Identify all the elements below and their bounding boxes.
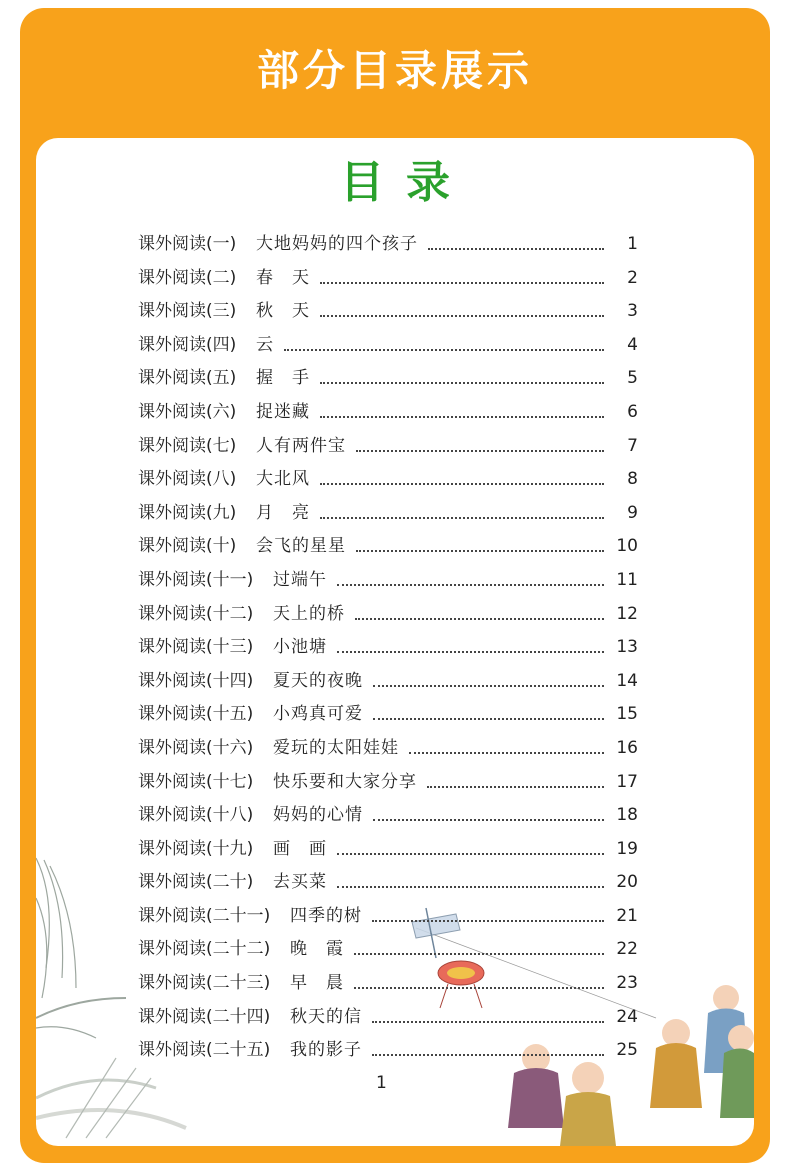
toc-entry-title: 爱玩的太阳娃娃	[273, 737, 399, 758]
toc-entry-title: 握 手	[256, 368, 310, 389]
toc-entry-prefix: 课外阅读(十九)	[138, 838, 254, 859]
toc-entry-page: 16	[616, 737, 638, 758]
dot-leader	[354, 953, 604, 955]
toc-entry-title: 快乐要和大家分享	[273, 771, 417, 792]
toc-panel	[36, 138, 754, 1146]
toc-entry[interactable]	[138, 329, 638, 363]
toc-entry-page: 15	[616, 704, 638, 725]
toc-entry[interactable]	[138, 665, 638, 699]
dot-leader	[320, 483, 604, 485]
dot-leader	[337, 651, 604, 653]
toc-entry[interactable]	[138, 295, 638, 329]
page-frame	[20, 8, 770, 1163]
dot-leader	[427, 786, 604, 788]
toc-entry-prefix: 课外阅读(十四)	[138, 670, 254, 691]
toc-entry-prefix: 课外阅读(二十)	[138, 872, 254, 893]
dot-leader	[320, 517, 604, 519]
toc-entry-page: 8	[627, 469, 638, 490]
toc-entry-page: 10	[616, 536, 638, 557]
dot-leader	[355, 618, 604, 620]
dot-leader	[373, 685, 604, 687]
toc-entry-title: 过端午	[273, 569, 327, 590]
toc-entry-page: 7	[627, 435, 638, 456]
toc-entry-page: 21	[616, 905, 638, 926]
toc-entry-title: 捉迷藏	[256, 401, 310, 422]
toc-entry-page: 3	[627, 301, 638, 322]
toc-entry-prefix: 课外阅读(二)	[138, 267, 237, 288]
toc-entry-title: 画 画	[273, 838, 327, 859]
toc-entry[interactable]	[138, 933, 638, 967]
toc-entry-page: 14	[616, 670, 638, 691]
dot-leader	[320, 315, 604, 317]
dot-leader	[373, 819, 604, 821]
toc-entry-page: 9	[627, 502, 638, 523]
toc-entry-page: 11	[616, 569, 638, 590]
toc-entry-page: 24	[616, 1006, 638, 1027]
toc-entry-prefix: 课外阅读(十八)	[138, 805, 254, 826]
dot-leader	[409, 752, 604, 754]
toc-entry-title: 春 天	[256, 267, 310, 288]
dot-leader	[320, 416, 604, 418]
toc-entry[interactable]	[138, 833, 638, 867]
toc-entry-title: 去买菜	[273, 872, 327, 893]
toc-entry-prefix: 课外阅读(六)	[138, 401, 237, 422]
page-number: 1	[376, 1073, 387, 1093]
toc-entry-prefix: 课外阅读(五)	[138, 368, 237, 389]
dot-leader	[284, 349, 604, 351]
toc-entry-title: 云	[256, 334, 274, 355]
toc-entry-prefix: 课外阅读(十二)	[138, 603, 254, 624]
toc-entry-title: 四季的树	[290, 905, 362, 926]
dot-leader	[354, 987, 604, 989]
toc-entry[interactable]	[138, 362, 638, 396]
dot-leader	[337, 886, 604, 888]
dot-leader	[320, 282, 604, 284]
toc-entry-prefix: 课外阅读(十一)	[138, 569, 254, 590]
toc-entry[interactable]	[138, 631, 638, 665]
toc-entry-title: 小鸡真可爱	[273, 704, 363, 725]
toc-entry-prefix: 课外阅读(七)	[138, 435, 237, 456]
toc-entry-title: 夏天的夜晚	[273, 670, 363, 691]
dot-leader	[372, 920, 604, 922]
toc-entry[interactable]	[138, 766, 638, 800]
toc-entry-prefix: 课外阅读(四)	[138, 334, 237, 355]
toc-entry-prefix: 课外阅读(十五)	[138, 704, 254, 725]
toc-entry-prefix: 课外阅读(二十二)	[138, 939, 271, 960]
toc-entry-page: 20	[616, 872, 638, 893]
toc-entry-page: 19	[616, 838, 638, 859]
toc-entry[interactable]	[138, 698, 638, 732]
dot-leader	[337, 853, 604, 855]
toc-entry-prefix: 课外阅读(十六)	[138, 737, 254, 758]
toc-entry-title: 小池塘	[273, 637, 327, 658]
toc-entry-title: 妈妈的心情	[273, 805, 363, 826]
toc-entry[interactable]	[138, 900, 638, 934]
toc-entry-prefix: 课外阅读(十三)	[138, 637, 254, 658]
dot-leader	[373, 718, 604, 720]
banner-title: 部分目录展示	[256, 46, 533, 95]
toc-entry[interactable]	[138, 1034, 638, 1068]
toc-entry-title: 晚 霞	[290, 939, 344, 960]
toc-entry-title: 秋天的信	[290, 1006, 362, 1027]
toc-entry-title: 会飞的星星	[256, 536, 346, 557]
dot-leader	[372, 1021, 604, 1023]
toc-entry-prefix: 课外阅读(十)	[138, 536, 237, 557]
toc-entry[interactable]	[138, 799, 638, 833]
toc-entry-title: 我的影子	[290, 1040, 362, 1061]
toc-entry-page: 5	[627, 368, 638, 389]
toc-entry-prefix: 课外阅读(二十四)	[138, 1006, 271, 1027]
toc-entry-page: 2	[627, 267, 638, 288]
toc-entry-prefix: 课外阅读(二十三)	[138, 973, 271, 994]
toc-entry-prefix: 课外阅读(一)	[138, 234, 237, 254]
toc-entry-page: 23	[616, 973, 638, 994]
toc-entry[interactable]	[138, 530, 638, 564]
toc-entry-page: 17	[616, 771, 638, 792]
toc-entry[interactable]	[138, 396, 638, 430]
toc-entry-page: 12	[616, 603, 638, 624]
toc-entry-title: 天上的桥	[273, 603, 345, 624]
dot-leader	[356, 550, 604, 552]
toc-entry-prefix: 课外阅读(十七)	[138, 771, 254, 792]
dot-leader	[356, 450, 604, 452]
toc-entry-prefix: 课外阅读(三)	[138, 301, 237, 322]
toc-entry-title: 秋 天	[256, 301, 310, 322]
toc-entry[interactable]	[138, 866, 638, 900]
toc-entry-page: 18	[616, 805, 638, 826]
toc-entry-title: 大地妈妈的四个孩子	[256, 234, 418, 254]
toc-list	[138, 228, 638, 1068]
toc-entry[interactable]	[138, 1001, 638, 1035]
toc-entry-prefix: 课外阅读(九)	[138, 502, 237, 523]
toc-entry[interactable]	[138, 430, 638, 464]
toc-entry[interactable]	[138, 497, 638, 531]
dot-leader	[428, 248, 604, 250]
toc-entry-prefix: 课外阅读(二十五)	[138, 1040, 271, 1061]
toc-entry-page: 25	[616, 1040, 638, 1061]
toc-heading: 目录	[340, 157, 472, 208]
dot-leader	[337, 584, 604, 586]
toc-entry-prefix: 课外阅读(二十一)	[138, 905, 271, 926]
toc-entry-title: 大北风	[256, 469, 310, 490]
toc-entry[interactable]	[138, 967, 638, 1001]
toc-entry[interactable]	[138, 228, 638, 262]
dot-leader	[372, 1054, 604, 1056]
toc-entry-page: 1	[627, 234, 638, 254]
toc-entry[interactable]	[138, 262, 638, 296]
toc-entry[interactable]	[138, 598, 638, 632]
toc-entry-page: 6	[627, 401, 638, 422]
toc-entry-page: 22	[616, 939, 638, 960]
toc-entry-title: 月 亮	[256, 502, 310, 523]
toc-entry[interactable]	[138, 732, 638, 766]
toc-entry[interactable]	[138, 564, 638, 598]
dot-leader	[320, 382, 604, 384]
toc-entry-page: 13	[616, 637, 638, 658]
toc-entry-page: 4	[627, 334, 638, 355]
toc-entry[interactable]	[138, 463, 638, 497]
toc-entry-prefix: 课外阅读(八)	[138, 469, 237, 490]
toc-entry-title: 早 晨	[290, 973, 344, 994]
toc-entry-title: 人有两件宝	[256, 435, 346, 456]
